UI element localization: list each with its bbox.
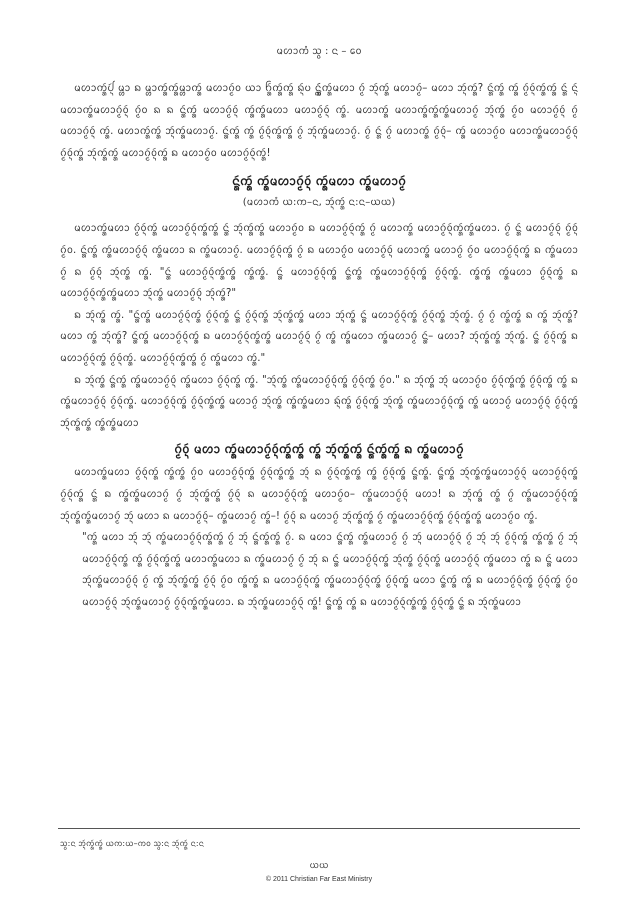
page-number: ᨿᨿ bbox=[309, 861, 329, 871]
quote-block bbox=[82, 527, 578, 613]
text-line: ᨣᩢ᩠ᨾᩅᩢ᩠ᨶᨠᩢ᩠ᩁ ᨠᩢ᩠ᩁᨠᩢ᩠ᩁ ᨣᩢ᩠ᨾ ᨽᩢ᩠ᨶ ᨾᩉᩣᨣᩢ᩠ᨾᩅᩢ᩠ᨶᨠᩢ᩠ᩁ ᨠᩢ᩠ᩁ ᨣᩢ᩠ᨾᩅᩢ᩠ᨶᨠᩢ᩠ᩁᨠᩢ᩠ᩁ ᨾᩉᩣᨠᩢ᩠ᩁᨾᩉᩣ ᨦ ᨠᩢ᩠ᩁᨾᩉᩣᨣᩢ᩠ᨾ ᨣᩢ᩠ᨾ ᨽᩢ᩠ᨶ ᨦ ᨶᩢ᩠ᩁ ᨾᩉᩣᨣᩢ᩠ᨾᩅᩢ᩠ᨶᨠᩢ᩠ᩁ bbox=[82, 532, 578, 565]
running-head: ᨾᩉᩣᨠᩴ ᩈ᩠ᩅ : ᨶ – ᩅᩮ bbox=[276, 46, 362, 57]
footnote-divider bbox=[58, 828, 580, 829]
text-line: ᨾᩉᩣᨠᩢ᩠ᩁᨾᩉᩣ ᨣᩢ᩠ᨾᩅᩢ᩠ᨶᨠᩢ᩠ᩁ ᨠᩢ᩠ᩁᨠᩢ᩠ᩁ ᨣᩢ᩠ᨾᩅ ᨾᩉᩣᨣᩢ᩠ᨾᩅᩢ᩠ᨶᨠᩢ᩠ᩁ ᨣᩢ᩠ᨾᩅᩢ᩠ᨶᨠᩢ᩠ᩁᨠᩢ᩠ᩁ ᨽᩢ᩠ᨶ ᨦ ᨣᩢ᩠ᨾᩅᩢ᩠ᨶᨠᩢ᩠ᩁᨠᩢ᩠ᩁ ᨠᩢ᩠ᩁ ᨣᩢ᩠ᨾᩅᩢ᩠ᨶᨠᩢ᩠ᩁ ᨶᩢ᩠ᩁᨠᩢ᩠ᩁ. ᨶᩢ᩠ᩁᨠᩢ᩠ᩁ bbox=[74, 467, 455, 479]
text-line: ᨣᩢ᩠ᨾᩅᩢ᩠ᨶ ᨣᩢ᩠ᨾᩅ. ᨶᩢ᩠ᩁᨠᩢ᩠ᩁ ᨠᩢ᩠ᩁᨾᩉᩣᨣᩢ᩠ᨾᩅᩢ᩠ᨶ ᨠᩢ᩠ᩁᨾᩉᩣ ᨦ ᨠᩢ᩠ᩁᨾᩉᩣᨣᩢ᩠ᨾ. ᨾᩉᩣᨣᩢ᩠ᨾᩅᩢ᩠ᨶᨠᩢ᩠ᩁ ᨣᩢ᩠ᨾ ᨦ ᨾᩉᩣᨣᩢ᩠ᨾᩅ ᨾᩉᩣᨣᩢ᩠ᨾᩅᩢ᩠ᨶ ᨾᩉᩣᨠᩢ᩠ᩁ ᨾᩉᩣᨣᩢ᩠ᨾ ᨣᩢ᩠ᨾᩅ ᨾᩉᩣᨣᩢ᩠ᨾᩅᩢ᩠ᨶᨠᩢ᩠ᩁ bbox=[60, 223, 578, 256]
text-line: "ᨠᩢ᩠ᩁ ᨾᩉᩣ ᨽᩢ᩠ᨶ ᨽᩢ᩠ᨶ ᨠᩢ᩠ᩁᨾᩉᩣᨣᩢ᩠ᨾᩅᩢ᩠ᨶᨠᩢ᩠ᩁᨠᩢ᩠ᩁ ᨣᩢ᩠ᨾ ᨽᩢ᩠ᨶ ᨶᩢ᩠ᩁᨠᩢ᩠ᩁᨠᩢ᩠ᩁ ᨣᩢ᩠ᨾ. ᨦ ᨾᩉᩣ ᨶᩢ᩠ᩁᨠᩢ᩠ᩁ ᨠᩢ᩠ᩁᨾᩉᩣᨣᩢ᩠ᨾ ᨣᩢ᩠ᨾ ᨽᩢ᩠ᨶ ᨾᩉᩣᨣᩢ᩠ᨾᩅᩢ᩠ᨶ ᨣᩢ᩠ᨾ ᨽᩢ᩠ᨶ ᨽᩢ᩠ᨶ bbox=[82, 532, 501, 544]
text-line: ᨾᩉᩣᨠᩢ᩠ᩁᨾᩉᩣ ᨣᩢ᩠ᨾᩅᩢ᩠ᨶᨠᩢ᩠ᩁ ᨾᩉᩣᨣᩢ᩠ᨾᩅᩢ᩠ᨶᨠᩢ᩠ᩁᨠᩢ᩠ᩁ ᨶᩢ᩠ᩁ ᨽᩢ᩠ᨶᨠᩢ᩠ᩁᨠᩢ᩠ᩁ ᨾᩉᩣᨣᩢ᩠ᨾᩅ ᨦ ᨾᩉᩣᨣᩢ᩠ᨾᩅᩢ᩠ᨶᨠᩢ᩠ᩁ ᨣᩢ᩠ᨾ ᨾᩉᩣᨠᩢ᩠ᩁ ᨾᩉᩣᨣᩢ᩠ᨾᩅᩢ᩠ᨶᨠᩢ᩠ᩁᨠᩢ᩠ᩁᨾᩉᩣ. ᨣᩢ᩠ᨾ ᨶᩢ᩠ᩁ ᨾᩉᩣᨣᩢ᩠ᨾᩅᩢ᩠ᨶ bbox=[74, 223, 562, 235]
text-line: ᨦ ᨽᩢ᩠ᨶᨠᩢ᩠ᩁ ᨶᩢ᩠ᩁᨠᩢ᩠ᩁ ᨠᩢ᩠ᩁᨾᩉᩣᨣᩢ᩠ᨾᩅᩢ᩠ᨶ ᨠᩢ᩠ᩁᨾᩉᩣ ᨣᩢ᩠ᨾᩅᩢ᩠ᨶᨠᩢ᩠ᩁ ᨠᩢ᩠ᩁ. "ᨽᩢ᩠ᨶᨠᩢ᩠ᩁ ᨠᩢ᩠ᩁᨾᩉᩣᨣᩢ᩠ᨾᩅᩢ᩠ᨶᨠᩢ᩠ᩁ ᨣᩢ᩠ᨾᩅᩢ᩠ᨶᨠᩢ᩠ᩁ ᨣᩢ᩠ᨾᩅ." ᨦ ᨽᩢ᩠ᨶᨠᩢ᩠ᩁ ᨽᩢ᩠ᨶ bbox=[74, 374, 449, 386]
section-heading: ᨶᩢ᩠ᩁᨠᩢ᩠ᩁ ᨠᩢ᩠ᩁᨾᩉᩣᨣᩢ᩠ᨾᩅᩢ᩠ᨶ ᨠᩢ᩠ᩁᨾᩉᩣ ᨠᩢ᩠ᩁᨾᩉᩣᨣᩢ᩠ᨾ bbox=[231, 174, 407, 189]
text-line: ᨾᩉᩣᨠᩢ᩠ᩁᨾᩉᩣᨣᩢ᩠ᨾᩅᩢ᩠ᨶ ᨣᩢ᩠ᨾᩅᩢ᩠ᨶᨠᩢ᩠ᩁ ᨽᩢ᩠ᨶᨠᩢ᩠ᩁᨠᩢ᩠ᩁ ᨾᩉᩣᨣᩢ᩠ᨾᩅᩢ᩠ᨶᨠᩢ᩠ᩁ ᨦ ᨾᩉᩣᨣᩢ᩠ᨾᩅ ᨾᩉᩣᨣᩢ᩠ᨾᩅᩢ᩠ᨶᨠᩢ᩠ᩁ! bbox=[60, 126, 578, 159]
page-content bbox=[60, 78, 578, 613]
quote-paragraph bbox=[82, 527, 578, 613]
paragraph bbox=[60, 305, 578, 370]
text-line: ᨾᩉᩣᨠᩢ᩠ᩁᨠᩢ᩠ᩁ ᨽᩢ᩠ᨶᨠᩢ᩠ᩁᨾᩉᩣᨣᩢ᩠ᨾ. ᨶᩢ᩠ᩁᨠᩢ᩠ᩁ ᨠᩢ᩠ᩁ ᨣᩢ᩠ᨾᩅᩢ᩠ᨶᨠᩢ᩠ᩁᨠᩢ᩠ᩁ ᨣᩢ᩠ᨾ ᨽᩢ᩠ᨶᨠᩢ᩠ᩁᨾᩉᩣᨣᩢ᩠ᨾ. ᨣᩢ᩠ᨾ ᨶᩢ᩠ᩁ ᨣᩢ᩠ᨾ ᨾᩉᩣᨠᩢ᩠ᩁ ᨣᩢ᩠ᨾᩅᩢ᩠ᨶ– ᨠᩢ᩠ᩁ ᨾᩉᩣᨣᩢ᩠ᨾᩅ bbox=[117, 126, 506, 138]
text-line: ᨽᩢ᩠ᨶᨠᩢ᩠ᩁ ᨣᩢ᩠ᨾᩅᩢ᩠ᨶᨠᩢ᩠ᩁ ᨾᩉᩣᨣᩢ᩠ᨾᩅᩢ᩠ᨶ ᨠᩢ᩠ᩁᨾᩉᩣ ᨠᩢ᩠ᩁ ᨦ ᨶᩢ᩠ᩁ ᨾᩉᩣ ᨽᩢ᩠ᨶᨠᩢ᩠ᩁᨾᩉᩣᨣᩢ᩠ᨾᩅᩢ᩠ᨶ ᨣᩢ᩠ᨾ ᨠᩢ᩠ᩁ ᨽᩢ᩠ᨶᨠᩢ᩠ᩁᨠᩢ᩠ᩁ ᨣᩢ᩠ᨾᩅᩢ᩠ᨶ ᨣᩢ᩠ᨾᩅ ᨠᩢ᩠ᩁᨠᩢ᩠ᩁ bbox=[82, 553, 578, 587]
text-line: ᨽᩢ᩠ᨶᨠᩢ᩠ᩁᨾᩉᩣᨣᩢ᩠ᨾ ᨣᩢ᩠ᨾᩅᩢ᩠ᨶᨠᩢ᩠ᩁᨠᩢ᩠ᩁᨾᩉᩣ. ᨦ ᨽᩢ᩠ᨶᨠᩢ᩠ᩁᨾᩉᩣᨣᩢ᩠ᨾᩅᩢ᩠ᨶ ᨠᩢ᩠ᩁ! ᨶᩢ᩠ᩁᨠᩢ᩠ᩁ ᨠᩢ᩠ᩁ ᨦ ᨾᩉᩣᨣᩢ᩠ᨾᩅᩢ᩠ᨶᨠᩢ᩠ᩁᨠᩢ᩠ᩁ ᨣᩢ᩠ᨾᩅᩢ᩠ᨶᨠᩢ᩠ᩁ ᨶᩢ᩠ᩁ ᨦ ᨽᩢ᩠ᨶᨠᩢ᩠ᩁᨾᩉᩣ bbox=[120, 596, 522, 608]
text-line: ᨣᩢ᩠ᨾᩅᩢ᩠ᨶᨠᩢ᩠ᩁ ᨦ ᨾᩉᩣᨣᩢ᩠ᨾᩅᩢ᩠ᨶᨠᩢ᩠ᩁᨠᩢ᩠ᩁᨾᩉᩣ ᨽᩢ᩠ᨶᨠᩢ᩠ᩁ ᨾᩉᩣᨣᩢ᩠ᨾᩅᩢ᩠ᨶ ᨽᩢ᩠ᨶᨠᩢ᩠ᩁ?" bbox=[60, 266, 578, 300]
text-line: ᨦ ᨾᩉᩣᨣᩢ᩠ᨾᩅᩢ᩠ᨶᨠᩢ᩠ᩁ ᨠᩢ᩠ᩁᨾᩉᩣᨣᩢ᩠ᨾᩅᩢ᩠ᨶᨠᩢ᩠ᩁ ᨣᩢ᩠ᨾᩅᩢ᩠ᨶᨠᩢ᩠ᩁ ᨾᩉᩣ ᨶᩢ᩠ᩁᨠᩢ᩠ᩁ ᨠᩢ᩠ᩁ ᨦ ᨾᩉᩣᨣᩢ᩠ᨾᩅᩢ᩠ᨶᨠᩢ᩠ᩁ ᨣᩢ᩠ᨾᩅᩢ᩠ᨶᨠᩢ᩠ᩁ ᨣᩢ᩠ᨾᩅ ᨾᩉᩣᨣᩢ᩠ᨾᩅᩢ᩠ᨶ bbox=[82, 575, 578, 608]
paragraph bbox=[60, 462, 578, 527]
text-line: ᨾᩉᩣᨠᩢ᩠ᩁᨸᩢ᩠ᨶ ᨾ᩠ᩉᩣ ᨦ ᨾ᩠ᩉᩣᨠᩢ᩠ᩁᨠᩢ᩠ᩁᨾ᩠ᩉᩣᨠᩢ᩠ᩁ ᨾᩉᩣᨣᩢ᩠ᨾᩅ ᨿᩣ ᨤᩢ᩠ᩁᨠᩢ᩠ᩁᨠᩢ᩠ᩁ ᨦᩢ᩠ᨶᨷ ᨶᩢ᩠ᨠᩢ᩠ᩁᨠᩢ᩠ᩁᨾᩉᩣ ᨣᩢ᩠ᨾ ᨽᩢ᩠ᨶᨠᩢ᩠ᩁ ᨾᩉᩣᨣᩢ᩠ᨾ– ᨾᩉᩣ ᨽᩢ᩠ᨶᨠᩢ᩠ᩁ? bbox=[74, 83, 484, 94]
text-line: ᨽᩢ᩠ᨶᨠᩢ᩠ᩁᨠᩢ᩠ᩁᨾᩉᩣᨣᩢ᩠ᨾᩅᩢ᩠ᨶ ᨾᩉᩣᨣᩢ᩠ᨾᩅᩢ᩠ᨶᨠᩢ᩠ᩁ ᨣᩢ᩠ᨾᩅᩢ᩠ᨶᨠᩢ᩠ᩁ ᨶᩢ᩠ᩁ ᨦ ᨠᩢ᩠ᩁᨠᩢ᩠ᩁᨾᩉᩣᨣᩢ᩠ᨾ ᨣᩢ᩠ᨾ ᨽᩢ᩠ᨶᨠᩢ᩠ᩁᨠᩢ᩠ᩁ ᨣᩢ᩠ᨾᩅᩢ᩠ᨶ ᨦ ᨾᩉᩣᨣᩢ᩠ᨾᩅᩢ᩠ᨶᨠᩢ᩠ᩁ ᨾᩉᩣᨣᩢ᩠ᨾᩅ– ᨠᩢ᩠ᩁᨾᩉᩣᨣᩢ᩠ᨾᩅᩢ᩠ᨶ ᨾᩉᩣ! bbox=[60, 467, 578, 500]
text-line: ᨣᩢ᩠ᨾ ᨠᩢ᩠ᩁᨠᩢ᩠ᩁ ᨦ ᨠᩢ᩠ᩁ ᨽᩢ᩠ᨶᨠᩢ᩠ᩁ? ᨾᩉᩣ ᨠᩢ᩠ᩁ ᨽᩢ᩠ᨶᨠᩢ᩠ᩁ? ᨶᩢ᩠ᩁᨠᩢ᩠ᩁ ᨾᩉᩣᨣᩢ᩠ᨾᩅᩢ᩠ᨶᨠᩢ᩠ᩁ ᨦ ᨾᩉᩣᨣᩢ᩠ᨾᩅᩢ᩠ᨶᨠᩢ᩠ᩁᨠᩢ᩠ᩁ ᨾᩉᩣᨣᩢ᩠ᨾᩅᩢ᩠ᨶ ᨣᩢ᩠ᨾ ᨠᩢ᩠ᩁ ᨠᩢ᩠ᩁᨾᩉᩣ ᨠᩢ᩠ᩁᨾᩉᩣᨣᩢ᩠ᨾ bbox=[60, 309, 578, 343]
footnote: ᩈ᩠ᩅ:ᨶ ᨽᩢ᩠ᨶᨠᩢ᩠ᩁᨠᩢ᩠ᩁ ᨿᨠ:ᨿ–ᨠᩅ ᩈ᩠ᩅ:ᨶ ᨽᩢ᩠ᨶᨠᩢ᩠ᩁ ᨶ:ᨶ bbox=[60, 839, 204, 848]
paragraph bbox=[60, 370, 578, 435]
text-line: ᨠᩢ᩠ᩁᨾᩉᩣᨣᩢ᩠ᨾᩅᩢ᩠ᨶᨠᩢ᩠ᩁ ᨣᩢ᩠ᨾᩅᩢ᩠ᨶᨠᩢ᩠ᩁᨠᩢ᩠ᩁ ᨾᩉᩣᨣᩢ᩠ᨾᩅ ᨠᩢ᩠ᩁ. bbox=[386, 510, 538, 522]
section-heading: ᨣᩢ᩠ᨾᩅᩢ᩠ᨶ ᨾᩉᩣ ᨠᩢ᩠ᩁᨾᩉᩣᨣᩢ᩠ᨾᩅᩢ᩠ᨶᨠᩢ᩠ᩁᨠᩢ᩠ᩁ ᨠᩢ᩠ᩁ ᨽᩢ᩠ᨶᨠᩢ᩠ᩁᨠᩢ᩠ᩁ ᨶᩢ᩠ᩁᨠᩢ᩠ᩁᨠᩢ᩠ᩁ ᨦ ᨠᩢ᩠ᩁᨾᩉᩣᨣᩢ᩠ᨾ bbox=[174, 442, 464, 457]
copyright-notice: © 2011 Christian Far East Ministry bbox=[265, 876, 373, 883]
text-line: ᨦ ᨠᩢ᩠ᩁᨾᩉᩣ ᨣᩢ᩠ᨾ ᨦ ᨣᩢ᩠ᨾᩅᩢ᩠ᨶ ᨽᩢ᩠ᨶᨠᩢ᩠ᩁ ᨠᩢ᩠ᩁ. "ᨶᩢ᩠ᩁ ᨾᩉᩣᨣᩢ᩠ᨾᩅᩢ᩠ᨶᨠᩢ᩠ᩁᨠᩢ᩠ᩁ ᨠᩢ᩠ᩁᨠᩢ᩠ᩁ. ᨶᩢ᩠ᩁ ᨾᩉᩣᨣᩢ᩠ᨾᩅᩢ᩠ᨶᨠᩢ᩠ᩁ ᨶᩢ᩠ᩁᨠᩢ᩠ᩁ ᨠᩢ᩠ᩁᨾᩉᩣᨣᩢ᩠ᨾᩅᩢ᩠ᨶᨠᩢ᩠ᩁ ᨣᩢ᩠ᨾᩅᩢ᩠ᨶᨠᩢ᩠ᩁ. ᨠᩢ᩠ᩁᨠᩢ᩠ᩁ ᨠᩢ᩠ᩁᨾᩉᩣ bbox=[60, 244, 578, 278]
text-line: ᨾᩉᩣᨣᩢ᩠ᨾᩅ ᨣᩢ᩠ᨾᩅᩢ᩠ᨶᨠᩢ᩠ᩁᨠᩢ᩠ᩁ ᨣᩢ᩠ᨾᩅᩢ᩠ᨶᨠᩢ᩠ᩁ ᨠᩢ᩠ᩁ ᨦ ᨠᩢ᩠ᩁᨾᩉᩣᨣᩢ᩠ᨾᩅᩢ᩠ᨶ ᨣᩢ᩠ᨾᩅᩢ᩠ᨶᨠᩢ᩠ᩁ. ᨾᩉᩣᨣᩢ᩠ᨾᩅᩢ᩠ᨶᨠᩢ᩠ᩁ ᨣᩢ᩠ᨾᩅᩢ᩠ᨶᨠᩢ᩠ᩁᨠᩢ᩠ᩁ ᨾᩉᩣᨣᩢ᩠ᨾ ᨽᩢ᩠ᨶᨠᩢ᩠ᩁ ᨠᩢ᩠ᩁᨠᩢ᩠ᩁᨾᩉᩣ bbox=[60, 374, 578, 408]
section-reference: (ᨾᩉᩣᨠᩴ ᨿ:ᨠ–ᨶ, ᨽᩢ᩠ᨶᨠᩢ᩠ᩁ ᨶ:ᨶ–ᨿᨿ) bbox=[242, 197, 396, 209]
paragraph bbox=[60, 218, 578, 304]
text-line: ᨦᩢ᩠ᨶᨠᩢ᩠ᩁ ᨣᩢ᩠ᨾᩅᩢ᩠ᨶᨠᩢ᩠ᩁ ᨽᩢ᩠ᨶᨠᩢ᩠ᩁ ᨠᩢ᩠ᩁᨾᩉᩣᨣᩢ᩠ᨾᩅᩢ᩠ᨶᨠᩢ᩠ᩁ ᨠᩢ᩠ᩁ ᨾᩉᩣᨣᩢ᩠ᨾ ᨾᩉᩣᨣᩢ᩠ᨾᩅᩢ᩠ᨶ ᨣᩢ᩠ᨾᩅᩢ᩠ᨶᨠᩢ᩠ᩁ ᨽᩢ᩠ᨶᨠᩢ᩠ᩁᨠᩢ᩠ᩁ ᨠᩢ᩠ᩁᨠᩢ᩠ᩁᨾᩉᩣ bbox=[60, 396, 578, 429]
text-line: ᨶᩢ᩠ᩁ– ᨾᩉᩣ? ᨽᩢ᩠ᨶᨠᩢ᩠ᩁᨠᩢ᩠ᩁ ᨽᩢ᩠ᨶᨠᩢ᩠ᩁ. ᨶᩢ᩠ᩁ ᨣᩢ᩠ᨾᩅᩢ᩠ᨶᨠᩢ᩠ᩁ ᨦ ᨾᩉᩣᨣᩢ᩠ᨾᩅᩢ᩠ᨶᨠᩢ᩠ᩁ ᨣᩢ᩠ᨾᩅᩢ᩠ᨶᨠᩢ᩠ᩁ. ᨾᩉᩣᨣᩢ᩠ᨾᩅᩢ᩠ᨶᨠᩢ᩠ᩁᨠᩢ᩠ᩁ ᨣᩢ᩠ᨾ ᨠᩢ᩠ᩁᨾᩉᩣ ᨠᩢ᩠ᩁ." bbox=[60, 331, 578, 364]
text-line: ᨦ ᨽᩢ᩠ᨶᨠᩢ᩠ᩁ ᨠᩢ᩠ᩁ ᨣᩢ᩠ᨾ ᨠᩢ᩠ᩁᨾᩉᩣᨣᩢ᩠ᨾᩅᩢ᩠ᨶᨠᩢ᩠ᩁ ᨽᩢ᩠ᨶᨠᩢ᩠ᩁᨠᩢ᩠ᩁᨾᩉᩣᨣᩢ᩠ᨾ ᨽᩢ᩠ᨶ ᨾᩉᩣ ᨦ ᨾᩉᩣᨣᩢ᩠ᨾᩅᩢ᩠ᨶ– ᨠᩢ᩠ᩁᨾᩉᩣᨣᩢ᩠ᨾ ᨠᩢ᩠ᩁ–! ᨣᩢ᩠ᨾᩅᩢ᩠ᨶ ᨦ ᨾᩉᩣᨣᩢ᩠ᨾ ᨽᩢ᩠ᨶᨠᩢ᩠ᩁᨠᩢ᩠ᩁ ᨣᩢ᩠ᨾ bbox=[60, 488, 578, 522]
text-line: ᨾᩉᩣᨠᩢ᩠ᩁ ᨾᩉᩣᨠᩢ᩠ᩁᨠᩢ᩠ᩁᨠᩢ᩠ᩁᨾᩉᩣᨣᩢ᩠ᨾ ᨽᩢ᩠ᨶᨠᩢ᩠ᩁ ᨣᩢ᩠ᨾᩅ ᨾᩉᩣᨣᩢ᩠ᨾᩅᩢ᩠ᨶ ᨣᩢ᩠ᨾ ᨾᩉᩣᨣᩢ᩠ᨾᩅᩢ᩠ᨶ ᨠᩢ᩠ᩁ. bbox=[60, 104, 578, 138]
paragraph bbox=[60, 78, 578, 164]
text-line: ᨦ ᨽᩢ᩠ᨶᨠᩢ᩠ᩁ ᨠᩢ᩠ᩁ. "ᨶᩢ᩠ᩁᨠᩢ᩠ᩁ ᨾᩉᩣᨣᩢ᩠ᨾᩅᩢ᩠ᨶᨠᩢ᩠ᩁ ᨣᩢ᩠ᨾᩅᩢ᩠ᨶᨠᩢ᩠ᩁ ᨶᩢ᩠ᩁ ᨣᩢ᩠ᨾᩅᩢ᩠ᨶᨠᩢ᩠ᩁ ᨽᩢ᩠ᨶᨠᩢ᩠ᩁᨠᩢ᩠ᩁ ᨾᩉᩣ ᨽᩢ᩠ᨶᨠᩢ᩠ᩁ ᨶᩢ᩠ᩁ ᨾᩉᩣᨣᩢ᩠ᨾᩅᩢ᩠ᨶᨠᩢ᩠ᩁ ᨣᩢ᩠ᨾᩅᩢ᩠ᨶᨠᩢ᩠ᩁ ᨽᩢ᩠ᨶᨠᩢ᩠ᩁ. ᨣᩢ᩠ᨾ bbox=[74, 309, 485, 321]
text-line: ᨶᩢ᩠ᩁᨠᩢ᩠ᩁ ᨠᩢ᩠ᩁ ᨣᩢ᩠ᨾᩅᩢ᩠ᨶᨠᩢ᩠ᩁᨠᩢ᩠ᩁ ᨶᩢ᩠ᩁ ᨶᩢ᩠ᨶ ᨾᩉᩣᨠᩢ᩠ᩁᨾᩉᩣᨣᩢ᩠ᨾᩅᩢ᩠ᨶ ᨣᩢ᩠ᨾᩅ ᨦ ᨦ ᨶᩢ᩠ᩁᨠᩢ᩠ᩁ ᨾᩉᩣᨣᩢ᩠ᨾᩅᩢ᩠ᨶ ᨠᩢ᩠ᩁᨠᩢ᩠ᩁᨾᩉᩣ ᨾᩉᩣᨣᩢ᩠ᨾᩅᩢ᩠ᨶ ᨠᩢ᩠ᩁ. bbox=[60, 83, 578, 116]
